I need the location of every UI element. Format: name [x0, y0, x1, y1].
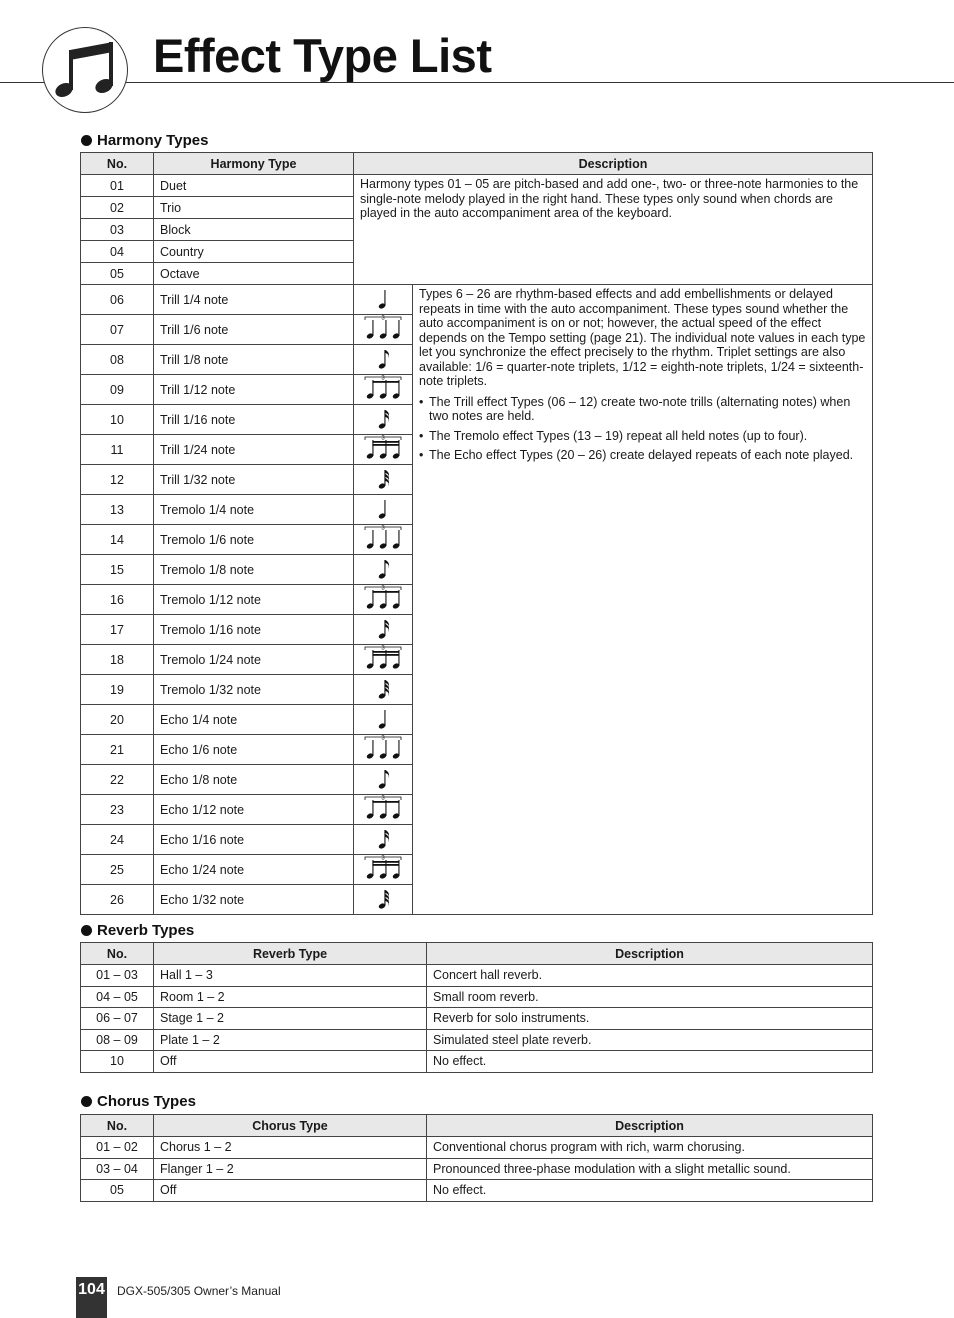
sixteenth-note-icon [354, 825, 413, 855]
harmony-no: 08 [81, 345, 154, 375]
music-notes-icon [53, 40, 119, 102]
harmony-col-no: No. [81, 153, 154, 175]
harmony-type: Tremolo 1/16 note [154, 615, 354, 645]
svg-text:3: 3 [381, 525, 385, 532]
chorus-table [80, 1114, 873, 1202]
harmony-type: Trill 1/12 note [154, 375, 354, 405]
header-logo [42, 27, 128, 113]
harmony-type: Country [154, 241, 354, 263]
svg-text:3: 3 [381, 645, 385, 652]
sixteenth-note-triplet-icon [354, 435, 413, 465]
harmony-type: Trill 1/6 note [154, 315, 354, 345]
svg-text:3: 3 [381, 795, 385, 802]
chorus-col-no: No. [81, 1115, 154, 1137]
chorus-heading [81, 1093, 196, 1110]
svg-text:3: 3 [381, 435, 385, 442]
harmony-no: 04 [81, 241, 154, 263]
harmony-no: 16 [81, 585, 154, 615]
harmony-no: 15 [81, 555, 154, 585]
harmony-type: Tremolo 1/24 note [154, 645, 354, 675]
reverb-no: 01 – 03 [81, 965, 154, 987]
quarter-note-icon [354, 495, 413, 525]
quarter-note-triplet-icon [354, 525, 413, 555]
svg-text:3: 3 [381, 585, 385, 592]
harmony-type: Trill 1/24 note [154, 435, 354, 465]
bullet-icon [81, 135, 92, 146]
bullet-icon [81, 925, 92, 936]
list-item: • The Trill effect Types (06 – 12) create two-note trills (alternating notes) when two notes are held. [419, 395, 866, 424]
harmony-no: 05 [81, 263, 154, 285]
harmony-col-type: Harmony Type [154, 153, 354, 175]
harmony-type: Block [154, 219, 354, 241]
harmony-no: 25 [81, 855, 154, 885]
harmony-no: 11 [81, 435, 154, 465]
reverb-description: Reverb for solo instruments. [427, 1008, 873, 1030]
reverb-no: 06 – 07 [81, 1008, 154, 1030]
harmony-no: 20 [81, 705, 154, 735]
chorus-col-desc: Description [427, 1115, 873, 1137]
harmony-type: Tremolo 1/12 note [154, 585, 354, 615]
harmony-table [80, 152, 873, 915]
quarter-note-triplet-icon [354, 735, 413, 765]
sixteenth-note-icon [354, 615, 413, 645]
harmony-type: Trill 1/8 note [154, 345, 354, 375]
chorus-description: Conventional chorus program with rich, warm chorusing. [427, 1137, 873, 1159]
harmony-no: 18 [81, 645, 154, 675]
reverb-table [80, 942, 873, 1073]
harmony-no: 10 [81, 405, 154, 435]
table-row [81, 285, 873, 315]
harmony-no: 02 [81, 197, 154, 219]
svg-text:3: 3 [381, 315, 385, 322]
reverb-col-desc: Description [427, 943, 873, 965]
harmony-type: Trill 1/4 note [154, 285, 354, 315]
reverb-type: Off [154, 1051, 427, 1073]
harmony-no: 26 [81, 885, 154, 915]
harmony-type: Echo 1/16 note [154, 825, 354, 855]
table-row [81, 1180, 873, 1202]
table-row [81, 175, 873, 197]
reverb-no: 08 – 09 [81, 1029, 154, 1051]
harmony-type: Tremolo 1/8 note [154, 555, 354, 585]
page-number-badge: 104 [76, 1277, 107, 1318]
harmony-type: Echo 1/8 note [154, 765, 354, 795]
harmony-no: 12 [81, 465, 154, 495]
chorus-no: 05 [81, 1180, 154, 1202]
harmony-no: 09 [81, 375, 154, 405]
reverb-type: Plate 1 – 2 [154, 1029, 427, 1051]
harmony-heading-text: Harmony Types [97, 132, 209, 149]
chorus-type: Chorus 1 – 2 [154, 1137, 427, 1159]
harmony-no: 14 [81, 525, 154, 555]
eighth-note-icon [354, 555, 413, 585]
svg-text:3: 3 [381, 375, 385, 382]
harmony-no: 17 [81, 615, 154, 645]
svg-text:3: 3 [381, 855, 385, 862]
thirty-second-note-icon [354, 675, 413, 705]
eighth-note-icon [354, 345, 413, 375]
reverb-type: Hall 1 – 3 [154, 965, 427, 987]
reverb-no: 10 [81, 1051, 154, 1073]
harmony-no: 24 [81, 825, 154, 855]
thirty-second-note-icon [354, 885, 413, 915]
reverb-type: Stage 1 – 2 [154, 1008, 427, 1030]
harmony-type: Trill 1/32 note [154, 465, 354, 495]
page-title: Effect Type List [153, 29, 492, 82]
harmony-no: 21 [81, 735, 154, 765]
harmony-type: Octave [154, 263, 354, 285]
table-row [81, 965, 873, 987]
reverb-heading [81, 922, 194, 939]
harmony-type: Tremolo 1/6 note [154, 525, 354, 555]
quarter-note-icon [354, 705, 413, 735]
reverb-description: No effect. [427, 1051, 873, 1073]
harmony-type: Echo 1/12 note [154, 795, 354, 825]
chorus-description: Pronounced three-phase modulation with a slight metallic sound. [427, 1158, 873, 1180]
harmony-type: Trill 1/16 note [154, 405, 354, 435]
harmony-no: 22 [81, 765, 154, 795]
harmony-heading [81, 132, 208, 149]
svg-text:3: 3 [381, 735, 385, 742]
reverb-description: Small room reverb. [427, 986, 873, 1008]
thirty-second-note-icon [354, 465, 413, 495]
sixteenth-note-triplet-icon [354, 855, 413, 885]
harmony-type: Echo 1/24 note [154, 855, 354, 885]
harmony-type: Echo 1/32 note [154, 885, 354, 915]
chorus-description: No effect. [427, 1180, 873, 1202]
eighth-note-icon [354, 765, 413, 795]
sixteenth-note-icon [354, 405, 413, 435]
harmony-type: Duet [154, 175, 354, 197]
harmony-no: 07 [81, 315, 154, 345]
table-row [81, 1029, 873, 1051]
harmony-no: 03 [81, 219, 154, 241]
table-row [81, 986, 873, 1008]
list-item: • The Tremolo effect Types (13 – 19) repeat all held notes (up to four). [419, 429, 866, 444]
table-row [81, 1051, 873, 1073]
harmony-rhythm-description [413, 285, 873, 915]
reverb-description: Simulated steel plate reverb. [427, 1029, 873, 1051]
chorus-col-type: Chorus Type [154, 1115, 427, 1137]
sixteenth-note-triplet-icon [354, 645, 413, 675]
reverb-col-type: Reverb Type [154, 943, 427, 965]
chorus-type: Off [154, 1180, 427, 1202]
harmony-pitch-description: Harmony types 01 – 05 are pitch-based and add one-, two- or three-note harmonies to the single-note melody played in the right hand. These types only sound when chords are played in the auto accompaniment area of the keyboard. [354, 175, 873, 285]
eighth-note-triplet-icon [354, 375, 413, 405]
chorus-no: 03 – 04 [81, 1158, 154, 1180]
rhythm-description-bullets [419, 395, 866, 463]
eighth-note-triplet-icon [354, 795, 413, 825]
harmony-no: 01 [81, 175, 154, 197]
harmony-type: Trio [154, 197, 354, 219]
rhythm-description-text: Types 6 – 26 are rhythm-based effects and add embellishments or delayed repeats in time with the auto accompaniment. These types sound whether the auto accompaniment is on or not; however, the actual speed of the effect depends on the Tempo setting (page 21). The individual note values in each type let you synchronize the effect precisely to the rhythm. Triplet settings are also available: 1/6 = quarter-note triplets, 1/12 = eighth-note triplets, 1/24 = sixteenth-note triplets. [419, 287, 866, 388]
reverb-no: 04 – 05 [81, 986, 154, 1008]
reverb-col-no: No. [81, 943, 154, 965]
quarter-note-triplet-icon [354, 315, 413, 345]
chorus-type: Flanger 1 – 2 [154, 1158, 427, 1180]
harmony-no: 06 [81, 285, 154, 315]
list-item: • The Echo effect Types (20 – 26) create delayed repeats of each note played. [419, 448, 866, 463]
reverb-heading-text: Reverb Types [97, 922, 195, 939]
table-row [81, 1158, 873, 1180]
harmony-no: 23 [81, 795, 154, 825]
chorus-no: 01 – 02 [81, 1137, 154, 1159]
eighth-note-triplet-icon [354, 585, 413, 615]
harmony-type: Echo 1/6 note [154, 735, 354, 765]
table-row [81, 1008, 873, 1030]
bullet-icon [81, 1096, 92, 1107]
harmony-type: Tremolo 1/4 note [154, 495, 354, 525]
chorus-heading-text: Chorus Types [97, 1093, 196, 1110]
harmony-type: Tremolo 1/32 note [154, 675, 354, 705]
reverb-description: Concert hall reverb. [427, 965, 873, 987]
quarter-note-icon [354, 285, 413, 315]
reverb-type: Room 1 – 2 [154, 986, 427, 1008]
harmony-col-desc: Description [354, 153, 873, 175]
table-row [81, 1137, 873, 1159]
footer-manual-title: DGX-505/305 Owner’s Manual [117, 1284, 281, 1298]
harmony-no: 13 [81, 495, 154, 525]
harmony-type: Echo 1/4 note [154, 705, 354, 735]
harmony-no: 19 [81, 675, 154, 705]
